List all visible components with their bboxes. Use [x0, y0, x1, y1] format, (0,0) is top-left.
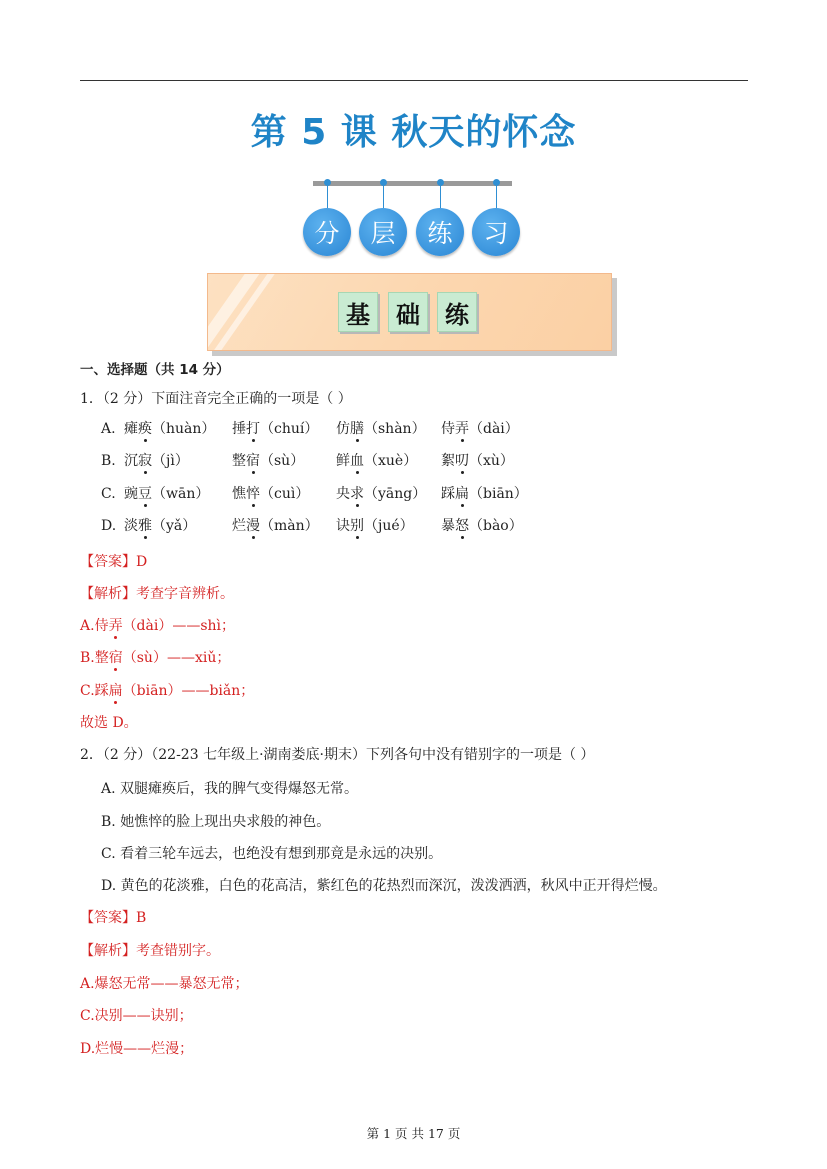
banner-tile: 练: [437, 292, 477, 332]
decor-stem: [440, 186, 441, 208]
header-rule: [80, 80, 748, 81]
option-label: D.: [101, 518, 117, 534]
dotted-char: 膳: [350, 421, 364, 437]
question-2-option-c: C. 看着三轮车远去，也绝没有想到那竟是永远的决别。: [101, 846, 443, 862]
word-char: 踩: [441, 486, 455, 502]
option-item: [124, 452, 189, 470]
analysis-note: [80, 682, 254, 700]
option-item: [441, 420, 519, 438]
dotted-char: 扁: [108, 683, 123, 699]
note-part: 整: [94, 650, 109, 666]
note-part: 踩: [94, 683, 109, 699]
note-part: C.: [80, 683, 95, 699]
note-part: B.: [80, 650, 95, 666]
dotted-char: 扁: [455, 486, 469, 502]
pinyin: （dài）: [469, 421, 519, 437]
decor-dot: [380, 179, 387, 186]
option-label: B.: [101, 453, 116, 469]
question-2-note: A.爆怒无常——暴怒无常；: [80, 976, 249, 992]
dotted-char: 弄: [455, 421, 469, 437]
layer-circle: 层: [359, 208, 407, 256]
option-item: [124, 420, 215, 438]
answer-tag: 【答案】: [80, 910, 136, 926]
option-item: [232, 517, 319, 535]
note-part: （sù）——xiǔ；: [122, 650, 231, 666]
note-part: A.: [80, 618, 95, 634]
dotted-char: 求: [350, 486, 364, 502]
pinyin: （biān）: [469, 486, 528, 502]
dotted-char: 痪: [138, 421, 152, 437]
word-char: 淡: [124, 518, 138, 534]
word-char: 絮: [441, 453, 455, 469]
decor-stem: [496, 186, 497, 208]
word-char: 沉: [124, 453, 138, 469]
banner-tile: 础: [388, 292, 428, 332]
word-char: 整: [232, 453, 246, 469]
word-char: 侍: [441, 421, 455, 437]
pinyin: （cuì）: [260, 486, 310, 502]
pinyin: （huàn）: [152, 421, 216, 437]
dotted-char: 寂: [138, 453, 152, 469]
layer-circle: 练: [416, 208, 464, 256]
word-char: 鲜: [336, 453, 350, 469]
dotted-char: 雅: [138, 518, 152, 534]
option-item: [124, 485, 209, 503]
banner-tile: 基: [338, 292, 378, 332]
word-char: 央: [336, 486, 350, 502]
answer-tag: 【答案】: [80, 554, 136, 570]
dotted-char: 宿: [108, 650, 123, 666]
decor-bar: [313, 181, 512, 186]
word-char: 豌: [124, 486, 138, 502]
option-item: [232, 452, 304, 470]
decor-stem: [327, 186, 328, 208]
decor-dot: [493, 179, 500, 186]
pinyin: （wān）: [152, 486, 210, 502]
option-item: [441, 517, 523, 535]
dotted-char: 怒: [455, 518, 469, 534]
page-title: 第 5 课 秋天的怀念: [250, 112, 577, 153]
question-2-note: C.决别——诀别；: [80, 1008, 193, 1024]
layer-circle: 分: [303, 208, 351, 256]
layer-circle: 习: [472, 208, 520, 256]
pinyin: （jué）: [364, 518, 414, 534]
pinyin: （chuí）: [260, 421, 319, 437]
analysis-note: [80, 617, 235, 635]
word-char: 诀: [336, 518, 350, 534]
pinyin: （shàn）: [364, 421, 426, 437]
dotted-char: 血: [350, 453, 364, 469]
dotted-char: 叨: [455, 453, 469, 469]
option-item: [441, 452, 514, 470]
banner-highlight: [207, 273, 263, 351]
question-2-stem: 2．（2 分）（22-23 七年级上·湖南娄底·期末）下列各句中没有错别字的一项是（ ）: [80, 747, 595, 763]
word-char: 捶: [232, 421, 246, 437]
option-item: [336, 420, 426, 438]
answer-value: B: [136, 910, 147, 926]
note-part: （dài）——shì；: [122, 618, 236, 634]
pinyin: （jì）: [152, 453, 189, 469]
answer-value: D: [136, 554, 148, 570]
pinyin: （yǎ）: [152, 518, 197, 534]
word-char: 仿: [336, 421, 350, 437]
decor-dot: [437, 179, 444, 186]
question-2-option-b: B. 她憔悴的脸上现出央求般的神色。: [101, 814, 331, 830]
word-char: 憔: [232, 486, 246, 502]
question-1-answer: [80, 553, 147, 571]
pinyin: （bào）: [469, 518, 523, 534]
question-2-answer: [80, 909, 146, 927]
dotted-char: 别: [350, 518, 364, 534]
question-1-conclusion: 故选 D。: [80, 715, 138, 731]
pinyin: （màn）: [260, 518, 319, 534]
dotted-char: 弄: [108, 618, 123, 634]
analysis-tag: 【解析】: [80, 586, 136, 602]
pinyin: （xù）: [469, 453, 514, 469]
analysis-text: 考查错别字。: [136, 943, 220, 959]
dotted-char: 打: [246, 421, 260, 437]
question-2-analysis: [80, 942, 220, 960]
word-char: 烂: [232, 518, 246, 534]
option-label: C.: [101, 486, 116, 502]
option-item: [336, 485, 426, 503]
pinyin: （yāng）: [364, 486, 427, 502]
dotted-char: 悴: [246, 486, 260, 502]
option-item: [336, 452, 417, 470]
question-2-option-a: A. 双腿瘫痪后，我的脾气变得爆怒无常。: [101, 781, 359, 797]
option-item: [336, 517, 414, 535]
option-item: [232, 485, 309, 503]
section-heading: 一、选择题（共 14 分）: [80, 362, 230, 378]
question-1-analysis: [80, 585, 234, 603]
word-char: 瘫: [124, 421, 138, 437]
question-2-option-d: D. 黄色的花淡雅，白色的花高洁，紫红色的花热烈而深沉，泼泼洒洒，秋风中正开得烂慢。: [101, 878, 667, 894]
option-item: [232, 420, 318, 438]
option-item: [441, 485, 528, 503]
analysis-text: 考查字音辨析。: [136, 586, 234, 602]
pinyin: （sù）: [260, 453, 305, 469]
option-label: A.: [101, 421, 116, 437]
analysis-tag: 【解析】: [80, 943, 136, 959]
question-1-stem: 1．（2 分）下面注音完全正确的一项是（ ）: [80, 391, 352, 407]
note-part: （biān）——biǎn；: [122, 683, 255, 699]
decor-stem: [383, 186, 384, 208]
dotted-char: 宿: [246, 453, 260, 469]
analysis-note: [80, 649, 230, 667]
question-2-note: D.烂慢——烂漫；: [80, 1041, 194, 1057]
pinyin: （xuè）: [364, 453, 418, 469]
option-item: [124, 517, 196, 535]
dotted-char: 豆: [138, 486, 152, 502]
dotted-char: 漫: [246, 518, 260, 534]
note-part: 侍: [94, 618, 109, 634]
page-footer: 第 1 页 共 17 页: [366, 1126, 461, 1141]
decor-dot: [324, 179, 331, 186]
word-char: 暴: [441, 518, 455, 534]
